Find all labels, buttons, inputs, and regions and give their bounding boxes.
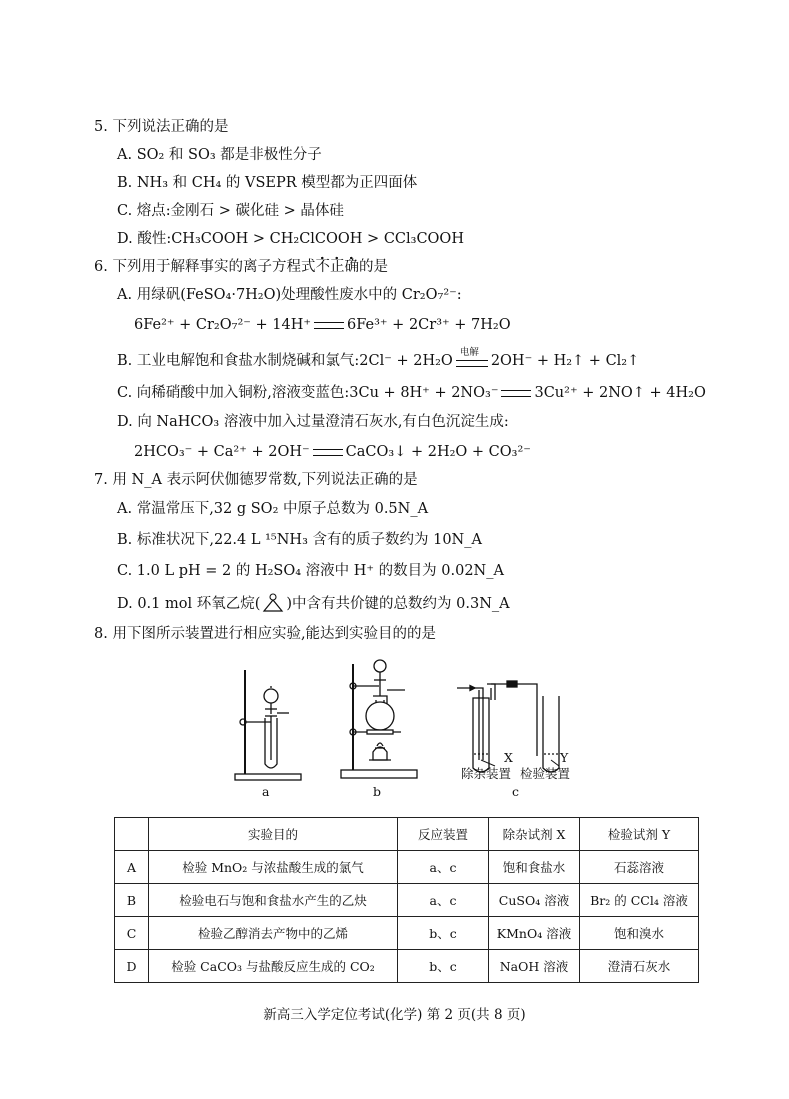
apparatus-b bbox=[341, 660, 417, 778]
table-cell: CuSO₄ 溶液 bbox=[489, 884, 580, 917]
q8-stem: 8. 用下图所示装置进行相应实验,能达到实验目的的是 bbox=[94, 626, 437, 642]
table-cell: KMnO₄ 溶液 bbox=[489, 917, 580, 950]
table-header-row bbox=[115, 818, 699, 851]
table-header-cell: 除杂试剂 X bbox=[489, 818, 580, 851]
table-cell: D bbox=[115, 950, 149, 983]
q6-stem-pre: 6. 下列用于解释事实的离子方程式 bbox=[94, 259, 316, 275]
table-header-cell: 反应装置 bbox=[398, 818, 489, 851]
q7-d-pre: D. 0.1 mol 环氧乙烷( bbox=[117, 596, 261, 612]
electrolysis-label: 电解 bbox=[459, 347, 479, 358]
table-cell: 检验乙醇消去产物中的乙烯 bbox=[149, 917, 398, 950]
table-cell: 检验 CaCO₃ 与盐酸反应生成的 CO₂ bbox=[149, 950, 398, 983]
table-cell: 澄清石灰水 bbox=[580, 950, 699, 983]
table-cell: 饱和溴水 bbox=[580, 917, 699, 950]
table-cell: B bbox=[115, 884, 149, 917]
q6-b-text: B. 工业电解饱和食盐水制烧碱和氯气:2Cl⁻ + 2H₂O bbox=[117, 353, 453, 369]
q6-stem-emphasis: 不正确 bbox=[315, 255, 359, 275]
q6-stem-post: 的是 bbox=[358, 259, 388, 275]
q6-c-text: C. 向稀硝酸中加入铜粉,溶液变蓝色:3Cu + 8H⁺ + 2NO₃⁻ bbox=[117, 385, 499, 401]
q6-option-d: D. 向 NaHCO₃ 溶液中加入过量澄清石灰水,有白色沉淀生成: bbox=[117, 414, 509, 430]
q5-option-c: C. 熔点:金刚石 > 碳化硅 > 晶体硅 bbox=[117, 203, 344, 219]
q5-option-d: D. 酸性:CH₃COOH > CH₂ClCOOH > CCl₃COOH bbox=[117, 231, 464, 247]
table-header-cell: 实验目的 bbox=[149, 818, 398, 851]
q7-option-a: A. 常温常压下,32 g SO₂ 中原子总数为 0.5N_A bbox=[117, 501, 429, 517]
q6-d-equation bbox=[134, 442, 531, 462]
equals-sign bbox=[501, 390, 531, 397]
q6-a-equation bbox=[134, 315, 511, 335]
q6-d-eq-left: 2HCO₃⁻ + Ca²⁺ + 2OH⁻ bbox=[134, 444, 310, 460]
q6-stem bbox=[94, 257, 388, 277]
table-cell: 检验电石与饱和食盐水产生的乙炔 bbox=[149, 884, 398, 917]
q7-d-post: )中含有共价键的总数约为 0.3N_A bbox=[286, 596, 510, 612]
q7-stem: 7. 用 N_A 表示阿伏伽德罗常数,下列说法正确的是 bbox=[94, 472, 418, 488]
electrolysis-sign bbox=[456, 347, 488, 371]
apparatus-a bbox=[235, 670, 301, 780]
q6-c-right: 3Cu²⁺ + 2NO↑ + 4H₂O bbox=[534, 385, 706, 401]
fig-label-remove-device: 除杂装置 bbox=[461, 766, 512, 781]
q6-option-b bbox=[117, 347, 640, 371]
table-cell: C bbox=[115, 917, 149, 950]
table-row bbox=[115, 950, 699, 983]
q7-option-c: C. 1.0 L pH = 2 的 H₂SO₄ 溶液中 H⁺ 的数目为 0.02N_A bbox=[117, 563, 504, 579]
fig-label-a: a bbox=[262, 784, 270, 799]
q5-option-a: A. SO₂ 和 SO₃ 都是非极性分子 bbox=[117, 147, 322, 163]
q6-option-c bbox=[117, 383, 706, 403]
table-cell: b、c bbox=[398, 917, 489, 950]
q6-a-eq-right: 6Fe³⁺ + 2Cr³⁺ + 7H₂O bbox=[347, 317, 511, 333]
table-cell: A bbox=[115, 851, 149, 884]
table-header-cell: 检验试剂 Y bbox=[580, 818, 699, 851]
q7-option-b: B. 标准状况下,22.4 L ¹⁵NH₃ 含有的质子数约为 10N_A bbox=[117, 532, 482, 548]
table-cell: Br₂ 的 CCl₄ 溶液 bbox=[580, 884, 699, 917]
q6-option-a: A. 用绿矾(FeSO₄·7H₂O)处理酸性废水中的 Cr₂O₇²⁻: bbox=[117, 287, 462, 303]
q6-a-eq-left: 6Fe²⁺ + Cr₂O₇²⁻ + 14H⁺ bbox=[134, 317, 312, 333]
equals-sign bbox=[314, 322, 344, 329]
table-cell: a、c bbox=[398, 884, 489, 917]
fig-label-c: c bbox=[512, 784, 520, 799]
table-cell: 饱和食盐水 bbox=[489, 851, 580, 884]
equals-sign bbox=[313, 449, 343, 456]
table-cell: b、c bbox=[398, 950, 489, 983]
fig-label-y: Y bbox=[560, 750, 569, 765]
table-header-cell bbox=[115, 818, 149, 851]
table-cell: 石蕊溶液 bbox=[580, 851, 699, 884]
table-cell: a、c bbox=[398, 851, 489, 884]
epoxide-ring-icon bbox=[260, 592, 286, 614]
table-row bbox=[115, 851, 699, 884]
fig-label-check-device: 检验装置 bbox=[520, 766, 571, 781]
q6-d-eq-right: CaCO₃↓ + 2H₂O + CO₃²⁻ bbox=[345, 444, 531, 460]
table-row bbox=[115, 917, 699, 950]
q5-stem: 5. 下列说法正确的是 bbox=[94, 119, 229, 135]
q7-option-d bbox=[117, 592, 510, 614]
page-footer: 新高三入学定位考试(化学) 第 2 页(共 8 页) bbox=[263, 1007, 526, 1023]
table-cell: 检验 MnO₂ 与浓盐酸生成的氯气 bbox=[149, 851, 398, 884]
table-cell: NaOH 溶液 bbox=[489, 950, 580, 983]
experiment-table-body bbox=[115, 818, 699, 983]
fig-label-b: b bbox=[373, 784, 382, 799]
table-row bbox=[115, 884, 699, 917]
experiment-table bbox=[114, 817, 699, 983]
fig-label-x: X bbox=[504, 750, 513, 765]
q6-b-right: 2OH⁻ + H₂↑ + Cl₂↑ bbox=[490, 353, 640, 369]
q5-option-b: B. NH₃ 和 CH₄ 的 VSEPR 模型都为正四面体 bbox=[117, 175, 418, 191]
